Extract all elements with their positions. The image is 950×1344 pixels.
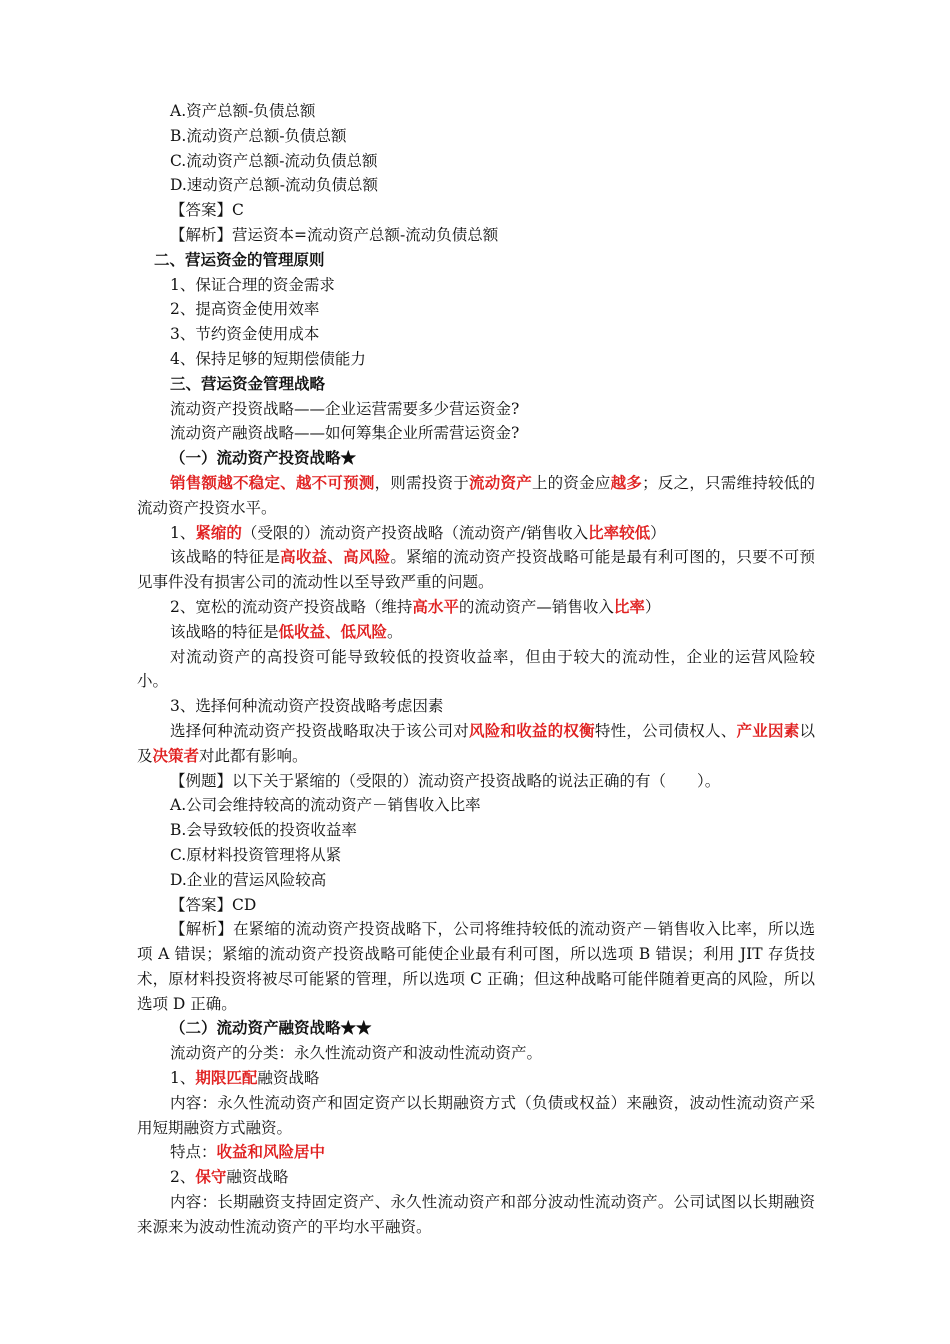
investment-intro: 销售额越不稳定、越不可预测，则需投资于流动资产上的资金应越多；反之，只需维持较低的流动资产投资水平。 — [137, 472, 815, 517]
answer: 【答案】C — [170, 201, 244, 220]
matching-strategy-content: 内容：永久性流动资产和固定资产以长期融资方式（负债或权益）来融资，波动性流动资产采用短期融资方式融资。 — [137, 1093, 815, 1137]
analysis: 【解析】在紧缩的流动资产投资战略下，公司将维持较低的流动资产－销售收入比率，所以选项 A 错误；紧缩的流动资产投资战略可能使企业最有利可图，所以选项 B 错误；利用 JIT 存货技术，原材料投资将被尽可能紧的管理，所以选项 C 正确；但这种战略可能伴随着更高的风险，所以选项 D 正确。 — [137, 920, 815, 1013]
classification: 流动资产的分类：永久性流动资产和波动性流动资产。 — [170, 1044, 543, 1063]
loose-strategy-feature: 该战略的特征是低收益、低风险。 — [170, 621, 403, 641]
strategy-line: 流动资产融资战略——如何筹集企业所需营运资金? — [170, 424, 520, 443]
matching-strategy-feature: 特点：收益和风险居中 — [170, 1142, 326, 1162]
option-d: D.企业的营运风险较高 — [170, 870, 327, 889]
option-d: D.速动资产总额-流动负债总额 — [170, 176, 379, 195]
option-b: B.流动资产总额-负债总额 — [170, 126, 347, 145]
principle-item: 3、节约资金使用成本 — [170, 325, 320, 344]
analysis: 【解析】营运资本=流动资产总额-流动负债总额 — [170, 225, 499, 244]
choose-strategy-title: 3、选择何种流动资产投资战略考虑因素 — [170, 697, 444, 716]
example-stem: 【例题】以下关于紧缩的（受限的）流动资产投资战略的说法正确的有（ ）。 — [170, 771, 721, 790]
principle-item: 2、提高资金使用效率 — [170, 300, 320, 319]
option-c: C.原材料投资管理将从紧 — [170, 845, 342, 864]
matching-strategy-title: 1、期限匹配融资战略 — [170, 1068, 320, 1088]
option-b: B.会导致较低的投资收益率 — [170, 821, 357, 840]
option-a: A.资产总额-负债总额 — [170, 102, 316, 120]
answer: 【答案】CD — [170, 895, 257, 914]
subheading-financing-strategy: （二）流动资产融资战略★★ — [170, 1018, 372, 1038]
option-a: A.公司会维持较高的流动资产－销售收入比率 — [170, 796, 481, 815]
choose-strategy-body: 选择何种流动资产投资战略取决于该公司对风险和收益的权衡特性，公司债权人、产业因素以及决策者对此都有影响。 — [137, 720, 815, 765]
strategy-line: 流动资产投资战略——企业运营需要多少营运资金? — [170, 399, 520, 418]
conservative-strategy-title: 2、保守融资战略 — [170, 1167, 289, 1187]
tight-strategy-feature: 该战略的特征是高收益、高风险。紧缩的流动资产投资战略可能是最有利可图的，只要不可预见事件没有损害公司的流动性以至导致严重的问题。 — [137, 547, 815, 592]
subheading-investment-strategy: （一）流动资产投资战略★ — [170, 448, 357, 468]
loose-strategy-title: 2、宽松的流动资产投资战略（维持高水平的流动资产—销售收入比率） — [170, 596, 661, 616]
conservative-strategy-content: 内容：长期融资支持固定资产、永久性流动资产和部分波动性流动资产。公司试图以长期融资来源来为波动性流动资产的平均水平融资。 — [137, 1193, 815, 1236]
section-heading-principles: 二、营运资金的管理原则 — [154, 249, 325, 269]
section-heading-strategy: 三、营运资金管理战略 — [170, 373, 326, 393]
principle-item: 1、保证合理的资金需求 — [170, 275, 335, 294]
tight-strategy-title: 1、紧缩的（受限的）流动资产投资战略（流动资产/销售收入比率较低） — [170, 522, 666, 542]
loose-strategy-note: 对流动资产的高投资可能导致较低的投资收益率，但由于较大的流动性，企业的运营风险较小。 — [137, 647, 815, 691]
document-page — [137, 99, 815, 1240]
option-c: C.流动资产总额-流动负债总额 — [170, 151, 378, 170]
principle-item: 4、保持足够的短期偿债能力 — [170, 349, 366, 368]
